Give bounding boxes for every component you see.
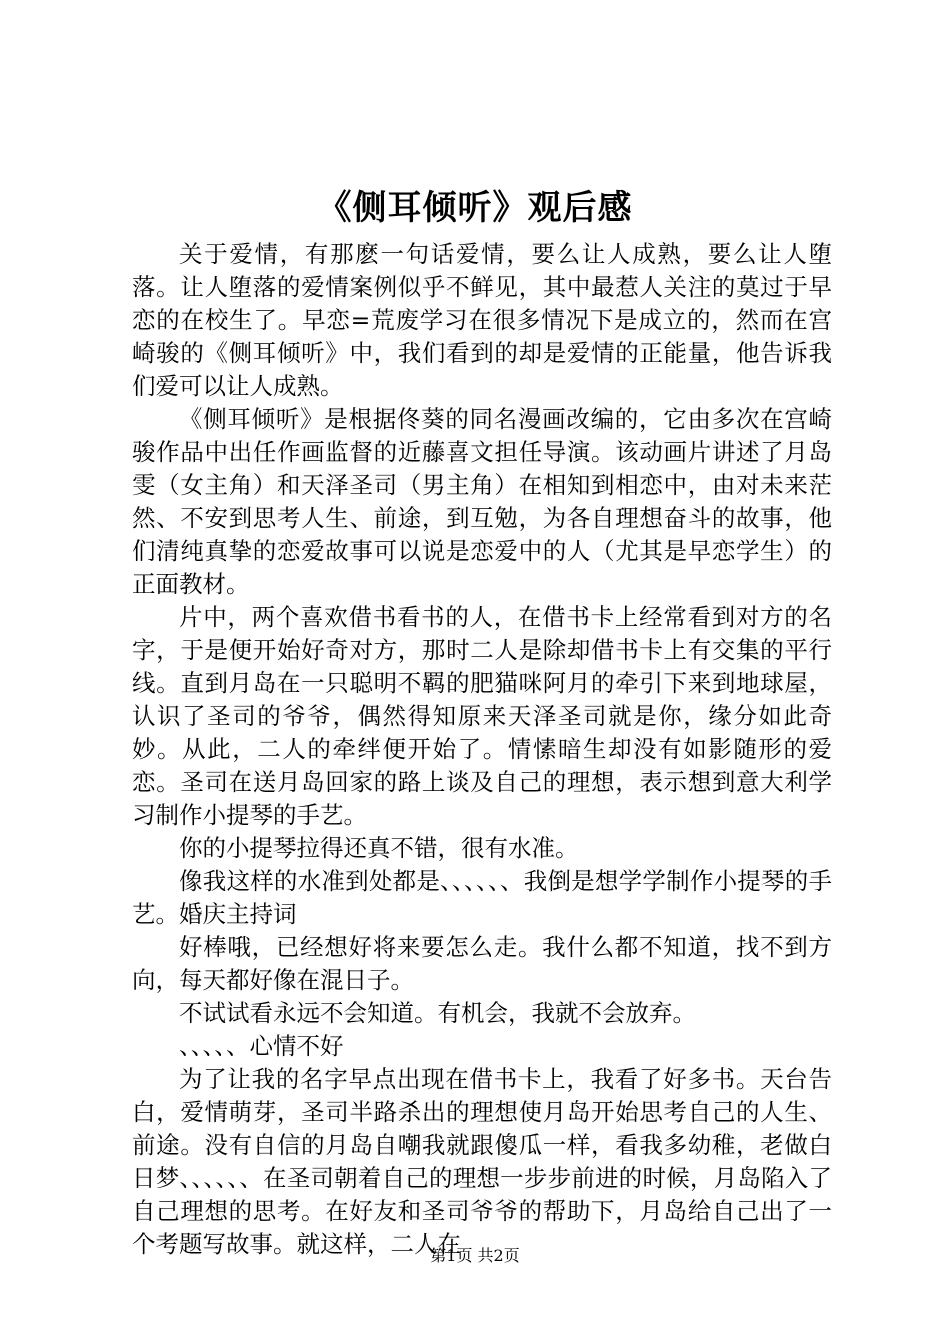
paragraph-6: 好棒哦，已经想好将来要怎么走。我什么都不知道，找不到方向，每天都好像在混日子。: [132, 933, 832, 994]
paragraph-1: 关于爱情，有那麽一句话爱情，要么让人成熟，要么让人堕落。让人堕落的爱情案例似乎不鲜见，其中最惹人关注的莫过于早恋的在校生了。早恋=荒废学习在很多情况下是成立的，然而在宫崎骏的《侧耳倾听》中，我们看到的却是爱情的正能量，他告诉我们爱可以让人成熟。: [132, 240, 832, 400]
document-title: 《侧耳倾听》观后感: [317, 188, 633, 228]
document-body: [132, 238, 832, 1261]
paragraph-5: 像我这样的水准到处都是、、、、、、我倒是想学学制作小提琴的手艺。婚庆主持词: [132, 867, 832, 928]
paragraph-3: 片中，两个喜欢借书看书的人，在借书卡上经常看到对方的名字，于是便开始好奇对方，那时二人是除却借书卡上有交集的平行线。直到月岛在一只聪明不羁的肥猫咪阿月的牵引下来到地球屋，认识了圣司的爷爷，偶然得知原来天泽圣司就是你，缘分如此奇妙。从此，二人的牵绊便开始了。情愫暗生却没有如影随形的爱恋。圣司在送月岛回家的路上谈及自己的理想，表示想到意大利学习制作小提琴的手艺。: [132, 603, 832, 829]
page-number-footer: 第1页 共2页: [430, 1246, 520, 1265]
paragraph-8: 、、、、、心情不好: [179, 1032, 344, 1060]
paragraph-9: 为了让我的名字早点出现在借书卡上，我看了好多书。天台告白，爱情萌芽，圣司半路杀出的理想使月岛开始思考自己的人生、前途。没有自信的月岛自嘲我就跟傻瓜一样，看我多幼稚，老做白日梦、、、、、、在圣司朝着自己的理想一步步前进的时候，月岛陷入了自己理想的思考。在好友和圣司爷爷的帮助下，月岛给自己出了一个考题写故事。就这样，二人在: [132, 1065, 832, 1258]
paragraph-4: 你的小提琴拉得还真不错，很有水准。: [179, 834, 579, 862]
paragraph-2: 《侧耳倾听》是根据佟葵的同名漫画改编的，它由多次在宫崎骏作品中出任作画监督的近藤喜文担任导演。该动画片讲述了月岛雯（女主角）和天泽圣司（男主角）在相知到相恋中，由对未来茫然、不安到思考人生、前途，到互勉，为各自理想奋斗的故事，他们清纯真挚的恋爱故事可以说是恋爱中的人（尤其是早恋学生）的正面教材。: [132, 405, 832, 598]
paragraph-7: 不试试看永远不会知道。有机会，我就不会放弃。: [179, 999, 696, 1027]
